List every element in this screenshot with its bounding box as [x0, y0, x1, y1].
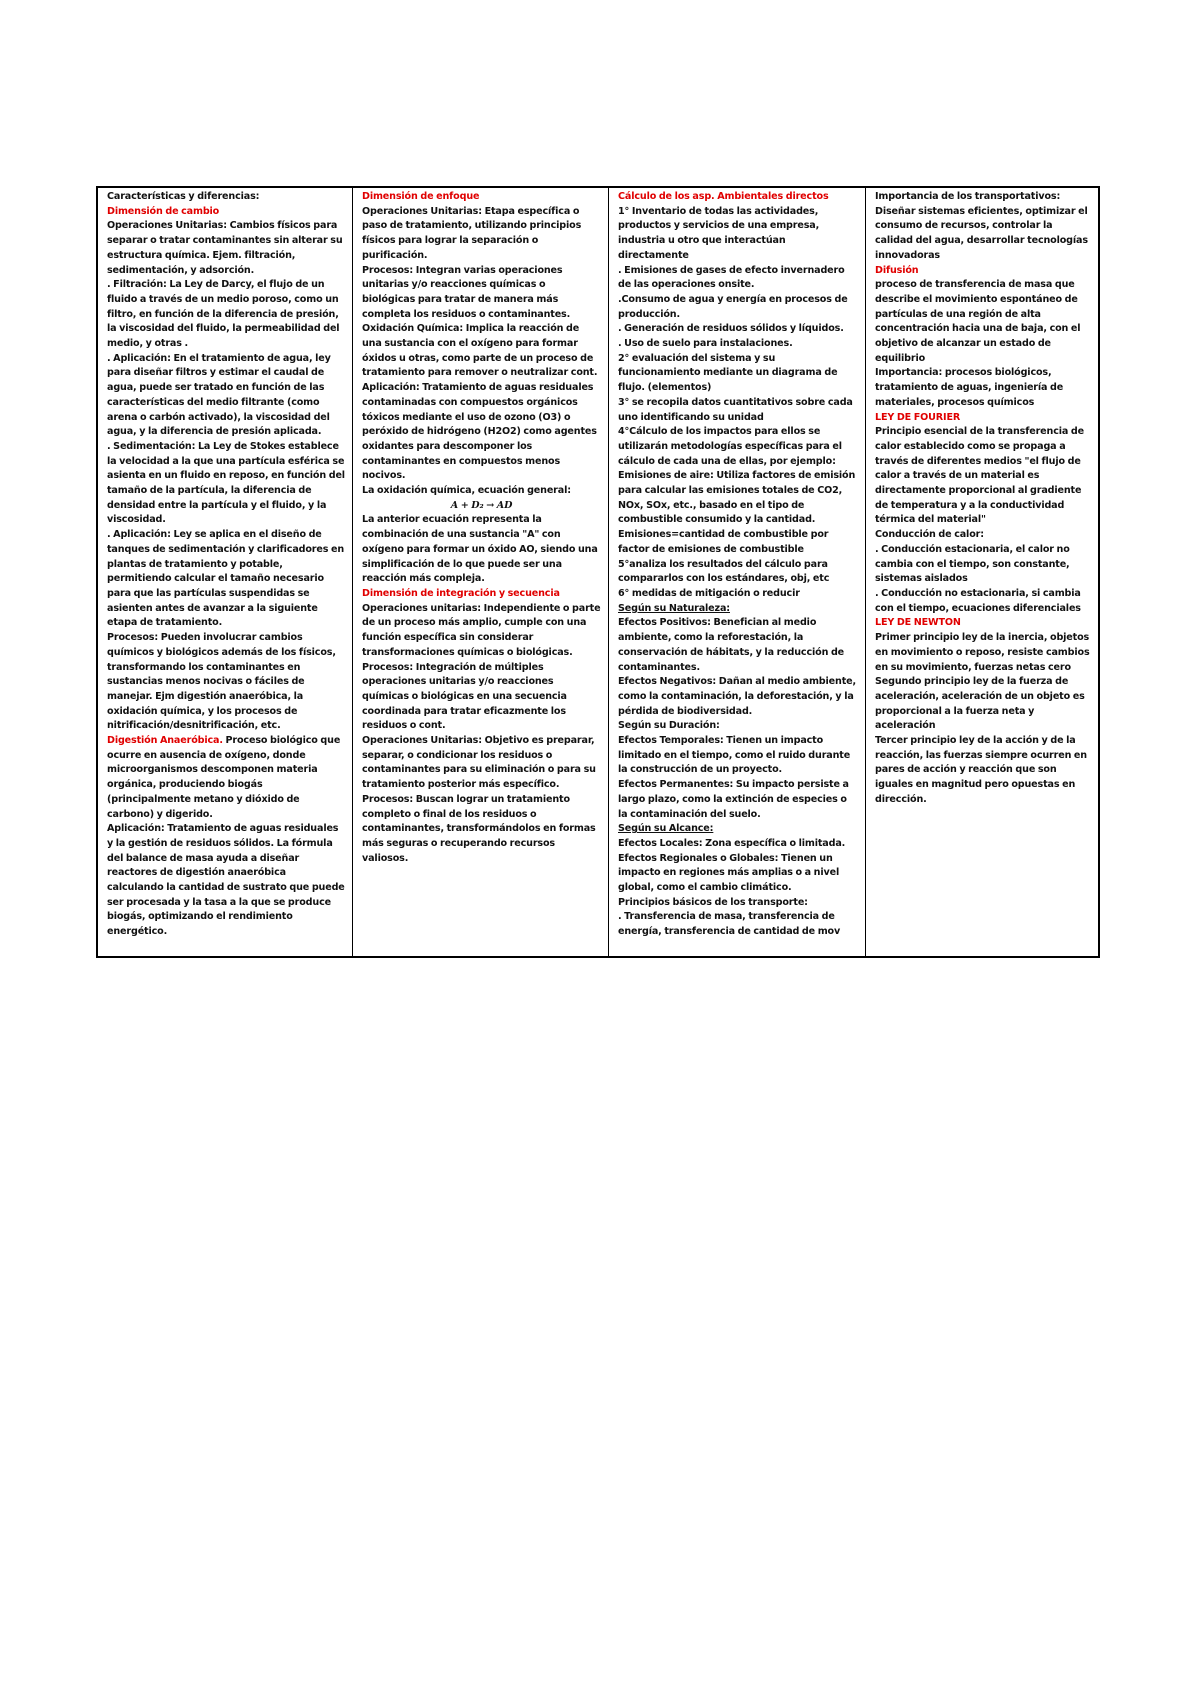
text-block-content: Cálculo de los asp. Ambientales directos — [618, 191, 829, 202]
column-2-blocks — [362, 190, 601, 866]
text-block — [618, 337, 858, 352]
text-block-content: . Generación de residuos sólidos y líquidos. — [618, 323, 844, 335]
text-block-content: 6° medidas de mitigación o reducir — [618, 587, 800, 599]
text-block — [362, 793, 601, 867]
text-block — [107, 278, 345, 352]
text-block-content: LEY DE NEWTON — [875, 617, 961, 629]
text-block — [107, 219, 345, 278]
text-block — [362, 513, 601, 587]
text-block-content: Conducción de calor: — [875, 529, 984, 541]
text-block — [875, 278, 1091, 366]
text-block-content: Primer principio ley de la inercia, objetos en movimiento o reposo, resiste cambios en su movimiento, fuerzas netas cero — [875, 632, 1090, 673]
text-block-content: . Aplicación: En el tratamiento de agua, ley para diseñar filtros y estimar el caudal de agua, puede ser tratado en función de las características del medio filtrante (como arena o carbón activado), la viscosidad del agua, y la diferencia de presión aplicada. — [107, 352, 331, 438]
text-block-content: Emisiones de aire: Utiliza factores de emisión para calcular las emisiones totales de CO2, NOx, SOx, etc., basado en el tipo de combustible consumido y la cantidad. — [618, 470, 856, 526]
text-block — [875, 264, 1091, 279]
text-block — [618, 602, 858, 617]
text-block-content: Según su Alcance: — [618, 823, 714, 835]
text-block-content: . Transferencia de masa, transferencia de energía, transferencia de cantidad de mov — [618, 911, 841, 938]
text-block-content: . Aplicación: Ley se aplica en el diseño de tanques de sedimentación y clarificadores en plantas de tratamiento y potable, permitiendo calcular el tamaño necesario para que las partículas suspendidas se asienten antes de avanzar a la siguiente etapa de tratamiento. — [107, 529, 345, 629]
text-block-content: Operaciones Unitarias: Etapa específica o paso de tratamiento, utilizando principios físicos para lograr la separación o purificación. — [362, 205, 582, 261]
text-block — [362, 734, 601, 793]
text-block-content: Operaciones Unitarias: Cambios físicos para separar o tratar contaminantes sin alterar su estructura química. Ejem. filtración, sedimentación, y adsorción. — [107, 220, 343, 276]
text-block-content: Efectos Positivos: Benefician al medio ambiente, como la reforestación, la conservación de hábitats, y la reducción de contaminantes. — [618, 617, 845, 673]
text-block — [107, 528, 345, 631]
text-block-content: Difusión — [875, 264, 919, 276]
column-1 — [97, 187, 353, 957]
text-block — [362, 499, 601, 514]
text-block — [618, 675, 858, 719]
column-1-blocks — [107, 205, 345, 940]
text-block — [618, 587, 858, 602]
text-block — [618, 616, 858, 675]
text-block-content: A + D₂ → AD — [450, 499, 513, 511]
column-2 — [353, 187, 609, 957]
text-block-content: Efectos Regionales o Globales: Tienen un impacto en regiones más amplias o a nivel global, como el cambio climático. — [618, 852, 840, 894]
text-block — [618, 910, 858, 939]
text-block — [618, 293, 858, 322]
text-block-content: Principios básicos de los transporte: — [618, 896, 808, 908]
column-1-header: Características y diferencias: — [107, 191, 260, 202]
text-block — [618, 719, 858, 734]
text-block — [107, 352, 345, 440]
text-block — [875, 366, 1091, 410]
text-block — [618, 734, 858, 778]
text-block — [107, 631, 345, 734]
text-block-content: Aplicación: Tratamiento de aguas residuales contaminadas con compuestos orgánicos tóxicos mediante el uso de ozono (O3) o peróxido de hidrógeno (H2O2) como agentes oxidantes para descomponer los contaminantes en compuestos menos nocivos. — [362, 382, 597, 482]
text-block — [107, 822, 345, 940]
text-block — [362, 190, 601, 205]
text-block — [362, 587, 601, 602]
text-block-content: Diseñar sistemas eficientes, optimizar el consumo de recursos, controlar la calidad del agua, desarrollar tecnologías innovadoras — [875, 205, 1088, 261]
text-block-content: . Sedimentación: La Ley de Stokes establece la velocidad a la que una partícula esférica se asienta en un fluido en reposo, en función del tamaño de la partícula, la diferencia de densidad entre la partícula y el fluido, y la viscosidad. — [107, 440, 345, 526]
text-block-content: La oxidación química, ecuación general: — [362, 485, 571, 497]
text-block-content: LEY DE FOURIER — [875, 411, 961, 423]
text-block-content: Efectos Locales: Zona específica o limitada. — [618, 837, 846, 849]
text-block-content: Dimensión de integración y secuencia — [362, 587, 560, 599]
text-block-content: . Conducción estacionaria, el calor no cambia con el tiempo, son constante, sistemas aislados — [875, 543, 1070, 585]
text-block — [618, 264, 858, 293]
text-block — [875, 543, 1091, 587]
text-block-content: . Emisiones de gases de efecto invernadero de las operaciones onsite. — [618, 264, 845, 291]
text-block-content: Importancia: procesos biológicos, tratamiento de aguas, ingeniería de materiales, procesos químicos — [875, 367, 1064, 408]
text-block-content: proceso de transferencia de masa que describe el movimiento espontáneo de partículas de una región de alta concentración hacia una de baja, con el objetivo de alcanzar un estado de equilibrio — [875, 279, 1081, 364]
text-block-content: . Filtración: La Ley de Darcy, el flujo de un fluido a través de un medio poroso, como un filtro, en función de la diferencia de presión, la viscosidad del fluido, la permeabilidad del medio, y otras . — [107, 279, 340, 350]
text-block — [875, 411, 1091, 426]
text-block — [618, 425, 858, 469]
column-4-blocks — [875, 190, 1091, 808]
text-block-content: . Uso de suelo para instalaciones. — [618, 338, 793, 350]
text-block — [107, 734, 345, 822]
text-block — [362, 381, 601, 484]
text-block — [618, 896, 858, 911]
column-4 — [866, 187, 1100, 957]
text-block-content: Según su Naturaleza: — [618, 602, 730, 614]
text-block — [107, 440, 345, 528]
text-block-content: Dimensión de enfoque — [362, 191, 480, 202]
text-block — [618, 352, 858, 396]
text-block-content: Tercer principio ley de la acción y de la reacción, las fuerzas siempre ocurren en pares de acción y reacción que son iguales en magnitud pero opuestas en dirección. — [875, 735, 1087, 805]
text-block-content: Emisiones=cantidad de combustible por factor de emisiones de combustible — [618, 529, 829, 555]
text-block-content: Segundo principio ley de la fuerza de aceleración, aceleración de un objeto es proporcional a la fuerza neta y aceleración — [875, 676, 1085, 732]
text-block — [875, 616, 1091, 631]
text-block — [618, 558, 858, 587]
text-block-content: Según su Duración: — [618, 720, 720, 732]
text-block-content: Oxidación Química: Implica la reacción de una sustancia con el oxígeno para formar óxidos u otras, como parte de un proceso de tratamiento para remover o neutralizar cont. — [362, 323, 598, 379]
text-block — [362, 602, 601, 661]
text-block-content: Operaciones Unitarias: Objetivo es preparar, separar, o condicionar los residuos o contaminantes para su eliminación o para su tratamiento posterior más específico. — [362, 735, 596, 791]
column-3-blocks — [618, 190, 858, 940]
text-block — [618, 837, 858, 852]
text-block-content: Importancia de los transportativos: — [875, 191, 1061, 202]
text-block — [618, 778, 858, 822]
text-block-content: 1° Inventario de todas las actividades, productos y servicios de una empresa, industria u otro que interactúan directamente — [618, 205, 820, 261]
text-block — [618, 190, 858, 205]
text-block — [618, 469, 858, 528]
text-block — [362, 661, 601, 735]
column-3 — [609, 187, 866, 957]
text-block — [875, 631, 1091, 675]
text-block — [618, 852, 858, 896]
text-block-content: . Conducción no estacionaria, si cambia con el tiempo, ecuaciones diferenciales — [875, 587, 1081, 614]
text-block-tail: Proceso biológico que ocurre en ausencia de oxígeno, donde microorganismos descomponen materia orgánica, produciendo biogás (principalmente metano y dióxido de carbono) y digerido. — [107, 735, 341, 820]
text-block-content: 3° se recopila datos cuantitativos sobre cada uno identificando su unidad — [618, 396, 853, 423]
text-block — [362, 205, 601, 264]
text-block-content: Principio esencial de la transferencia de calor establecido como se propaga a través de diferentes medios "el flujo de calor a través de un material es directamente proporcional al gradiente de temperatura y a la conductividad térmica del material" — [875, 426, 1084, 526]
table-row — [97, 187, 1099, 957]
text-block-content: Efectos Permanentes: Su impacto persiste a largo plazo, como la extinción de especies o la contaminación del suelo. — [618, 779, 849, 820]
text-block-content: Efectos Temporales: Tienen un impacto limitado en el tiempo, como el ruido durante la construcción de un proyecto. — [618, 735, 851, 776]
text-block-content: 2° evaluación del sistema y su funcionamiento mediante un diagrama de flujo. (elementos) — [618, 352, 838, 394]
text-block-content: Procesos: Pueden involucrar cambios químicos y biológicos además de los físicos, transformando los contaminantes en sustancias menos nocivas o fáciles de manejar. Ejm digestión anaeróbica, la oxidación química, y los procesos de nitrificación/desnitrificación, etc. — [107, 632, 336, 732]
text-block — [618, 528, 858, 557]
text-block-content: .Consumo de agua y energía en procesos de producción. — [618, 293, 848, 320]
text-block-content: 5°analiza los resultados del cálculo para compararlos con los estándares, obj, etc — [618, 558, 830, 585]
text-block-content: Digestión Anaeróbica. — [107, 735, 223, 747]
text-block — [362, 322, 601, 381]
text-block-content: Procesos: Integran varias operaciones unitarias y/o reacciones químicas o biológicas para tratar de manera más completa los residuos o contaminantes. — [362, 264, 571, 320]
text-block — [362, 484, 601, 499]
text-block — [107, 205, 345, 220]
text-block — [618, 322, 858, 337]
text-block-content: La anterior ecuación representa la combinación de una sustancia "A" con oxígeno para formar un óxido AO, siendo una simplificación de lo que puede ser una reacción más compleja. — [362, 514, 598, 585]
notes-table — [96, 186, 1100, 958]
text-block — [875, 425, 1091, 528]
text-block — [618, 822, 858, 837]
text-block — [618, 396, 858, 425]
text-block-content: Procesos: Buscan lograr un tratamiento completo o final de los residuos o contaminantes, transformándolos en formas más seguras o recuperando recursos valiosos. — [362, 793, 596, 864]
text-block-content: Aplicación: Tratamiento de aguas residuales y la gestión de residuos sólidos. La fórmula del balance de masa ayuda a diseñar reactores de digestión anaeróbica calculando la cantidad de sustrato que puede ser procesada y la tasa a la que se produce biogás, optimizando el rendimiento energético. — [107, 823, 345, 938]
text-block — [875, 587, 1091, 616]
text-block-content: Dimensión de cambio — [107, 205, 220, 217]
text-block — [875, 734, 1091, 808]
text-block-content: Efectos Negativos: Dañan al medio ambiente, como la contaminación, la deforestación, y la pérdida de biodiversidad. — [618, 676, 856, 717]
text-block — [875, 675, 1091, 734]
text-block-content: Operaciones unitarias: Independiente o parte de un proceso más amplio, cumple con una función específica sin considerar transformaciones químicas o biológicas. — [362, 602, 601, 658]
text-block-content: 4°Cálculo de los impactos para ellos se utilizarán metodologías específicas para el cálculo de cada una de ellas, por ejemplo: — [618, 426, 842, 467]
text-block — [362, 264, 601, 323]
text-block — [875, 205, 1091, 264]
text-block — [618, 205, 858, 264]
text-block — [875, 190, 1091, 205]
text-block — [875, 528, 1091, 543]
text-block-content: Procesos: Integración de múltiples operaciones unitarias y/o reacciones químicas o biológicas en una secuencia coordinada para tratar eficazmente los residuos o cont. — [362, 661, 567, 732]
